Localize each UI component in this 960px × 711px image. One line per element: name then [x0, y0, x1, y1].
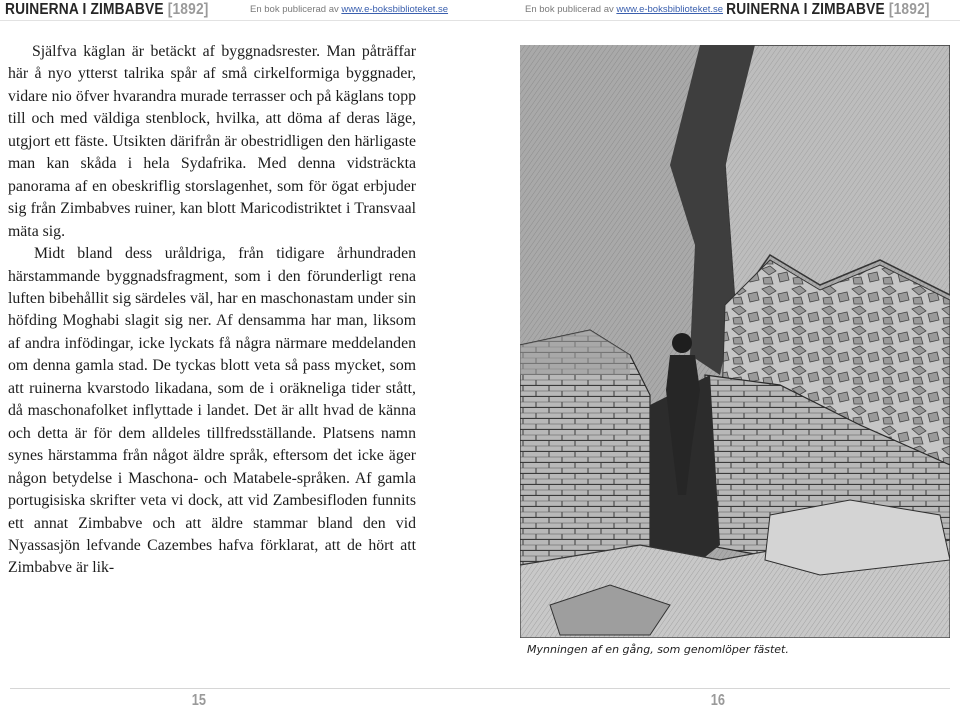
publisher-prefix: En bok publicerad av — [250, 4, 339, 15]
footer-divider — [10, 688, 480, 689]
header-divider — [0, 20, 480, 21]
paragraph: Själfva käglan är betäckt af byggnadsrester. Man påträffar här å nyo ytterst talrika spår af små cirkelformiga byggnader, vidare nio öfver hvarandra murade terrasser och på käglans topp till och med väldiga stenblock, hvilka, att döma af deras läge, utgjort ett fäste. Utsikten därifrån är obestridligen den härligaste man kan skåda i hela Sydafrika. Med denna vidsträckta panorama af en obeskriflig storslagenhet, som för ögat erbjuder sig från Zimbabves ruiner, kan blott Maricodistriktet i Transvaal mäta sig. — [8, 43, 416, 240]
book-title — [5, 0, 209, 20]
publisher-note — [525, 2, 723, 18]
body-text — [8, 41, 416, 580]
footer-divider — [480, 688, 950, 689]
page-header — [480, 0, 960, 26]
right-page — [480, 0, 960, 711]
engraving-illustration — [520, 45, 950, 638]
book-title-year: [1892] — [167, 1, 209, 18]
publisher-link[interactable]: www.e-boksbiblioteket.se — [341, 4, 449, 15]
book-title-year: [1892] — [889, 1, 930, 18]
page-number: 16 — [710, 692, 726, 709]
engraving-drawing — [520, 45, 950, 638]
publisher-link[interactable]: www.e-boksbiblioteket.se — [616, 4, 724, 15]
publisher-note — [250, 2, 448, 18]
page-header — [0, 0, 480, 26]
header-divider — [480, 20, 960, 21]
book-title-main: RUINERNA I ZIMBABVE — [726, 1, 886, 18]
page-number: 15 — [191, 692, 207, 709]
book-title-main: RUINERNA I ZIMBABVE — [5, 1, 164, 18]
paragraph: Midt bland dess uråldriga, från tidigare århundraden härstammande byggnadsfragment, som i den förunderligt rena luften bibehållit sig särdeles väl, har en maschonastam under sin höfding Moghabi slagit sig ner. Af densamma har man, liksom af andra infödingar, icke lyckats få några närmare meddelanden om denna gamla stad. De tyckas blott veta så pass mycket, som att ruinerna kvarstodo likadana, som de i oräkneliga tider stått, då maschonafolket inflyttade i landet. Det är allt hvad de känna och detta är för dem alldeles tillfredsställande. Platsens namn synes härstamma från något äldre språk, eftersom det icke äger någon betydelse i Maschona- och Matabele-språken. Af gamla portugisiska skrifter veta vi dock, att vid Zambesifloden funnits ett annat Zimbabve och att äldre stammar bland den vid Nyassasjön lefvande Cazembes hafva förklarat, att de hört att Zimbabve är lik- — [8, 245, 416, 577]
book-title — [726, 0, 930, 20]
illustration-caption: Mynningen af en gång, som genomlöper fästet. — [527, 643, 789, 656]
publisher-prefix: En bok publicerad av — [525, 4, 614, 15]
